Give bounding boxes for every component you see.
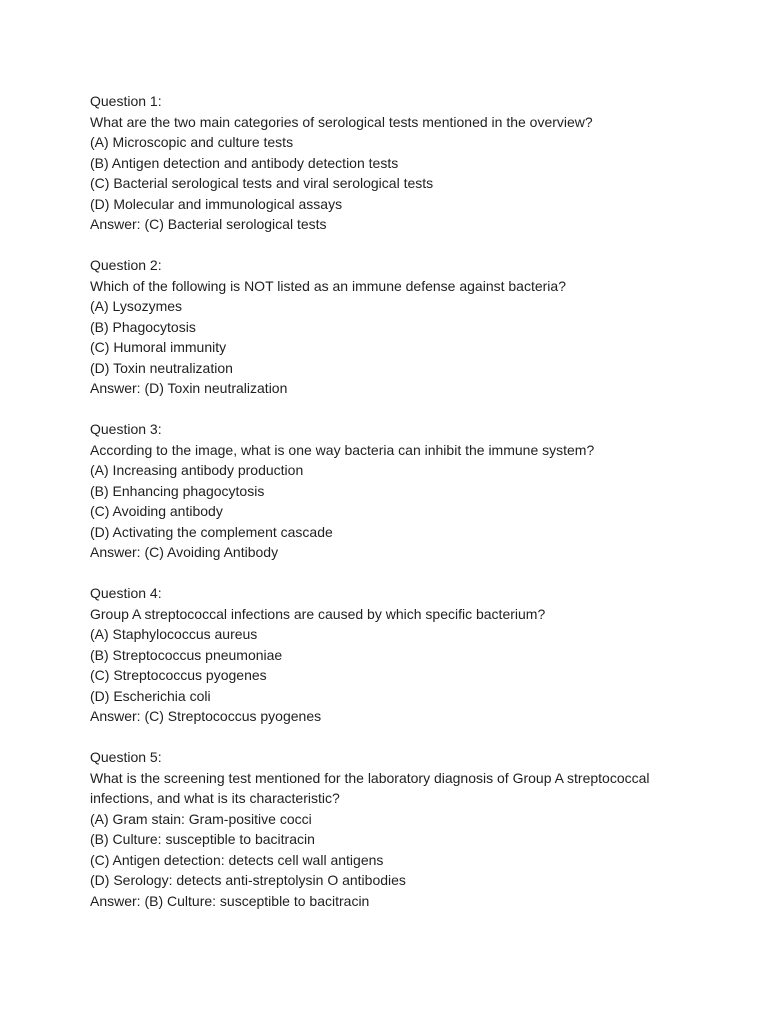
option-b: (B) Culture: susceptible to bacitracin xyxy=(90,831,315,847)
answer-line: Answer: (C) Streptococcus pyogenes xyxy=(90,708,322,724)
question-prompt: Group A streptococcal infections are caused by which specific bacterium? xyxy=(90,605,546,622)
option-a: (A) Increasing antibody production xyxy=(90,462,304,478)
question-heading: Question 5: xyxy=(90,749,162,765)
option-c: (C) Antigen detection: detects cell wall antigens xyxy=(90,851,384,868)
option-d: (D) Activating the complement cascade xyxy=(90,523,333,540)
option-b: (B) Antigen detection and antibody detection tests xyxy=(90,154,399,171)
question-block-1 xyxy=(90,91,690,235)
option-d: (D) Toxin neutralization xyxy=(90,359,233,376)
answer-line: Answer: (B) Culture: susceptible to bacitracin xyxy=(90,892,370,909)
option-c: (C) Bacterial serological tests and viral serological tests xyxy=(90,175,434,191)
option-c: (C) Streptococcus pyogenes xyxy=(90,667,267,683)
option-a: (A) Gram stain: Gram-positive cocci xyxy=(90,810,312,827)
option-c: (C) Humoral immunity xyxy=(90,339,227,355)
option-b: (B) Streptococcus pneumoniae xyxy=(90,646,283,663)
option-c: (C) Avoiding antibody xyxy=(90,503,223,519)
document-page xyxy=(90,91,690,932)
option-b: (B) Enhancing phagocytosis xyxy=(90,482,265,499)
question-block-4 xyxy=(90,583,690,727)
option-d: (D) Molecular and immunological assays xyxy=(90,195,343,212)
option-a: (A) Lysozymes xyxy=(90,298,183,314)
answer-line: Answer: (C) Avoiding Antibody xyxy=(90,544,279,560)
question-heading: Question 2: xyxy=(90,257,162,273)
question-heading: Question 4: xyxy=(90,585,162,601)
option-b: (B) Phagocytosis xyxy=(90,318,196,335)
question-prompt: What is the screening test mentioned for the laboratory diagnosis of Group A streptococcal infections, and what is its characteristic? xyxy=(90,769,650,806)
question-prompt: What are the two main categories of serological tests mentioned in the overview? xyxy=(90,113,593,130)
question-prompt: According to the image, what is one way bacteria can inhibit the immune system? xyxy=(90,441,595,458)
option-a: (A) Staphylococcus aureus xyxy=(90,626,258,642)
question-heading: Question 3: xyxy=(90,421,162,437)
option-d: (D) Escherichia coli xyxy=(90,687,211,704)
question-prompt: Which of the following is NOT listed as an immune defense against bacteria? xyxy=(90,277,566,294)
question-block-5 xyxy=(90,747,690,911)
question-block-2 xyxy=(90,255,690,399)
question-block-3 xyxy=(90,419,690,563)
question-heading: Question 1: xyxy=(90,93,162,109)
answer-line: Answer: (C) Bacterial serological tests xyxy=(90,216,327,232)
answer-line: Answer: (D) Toxin neutralization xyxy=(90,380,288,396)
option-a: (A) Microscopic and culture tests xyxy=(90,134,294,150)
option-d: (D) Serology: detects anti-streptolysin O antibodies xyxy=(90,872,406,888)
